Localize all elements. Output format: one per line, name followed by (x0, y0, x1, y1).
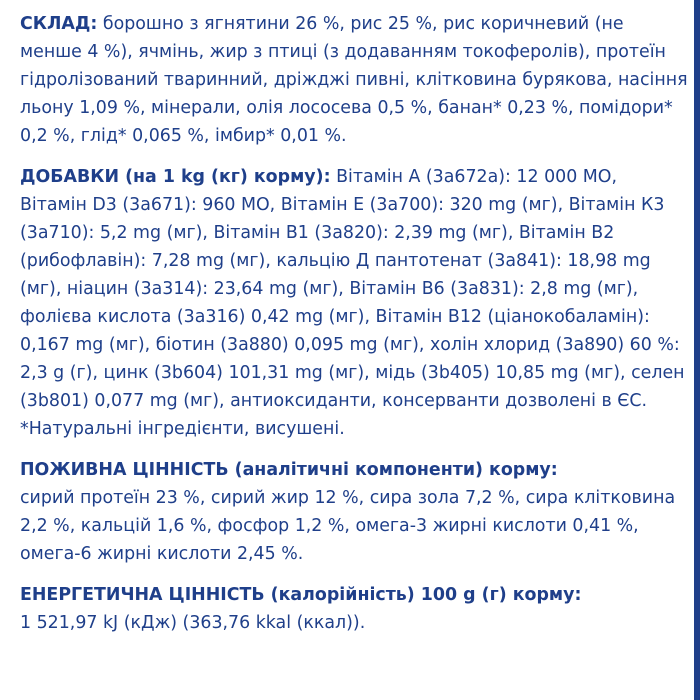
energy-section (20, 581, 688, 637)
additives-heading: ДОБАВКИ (на 1 kg (кг) корму): (20, 167, 331, 187)
energy-heading: ЕНЕРГЕТИЧНА ЦІННІСТЬ (калорійність) 100 g (г) корму: (20, 585, 582, 605)
energy-text: 1 521,97 kJ (кДж) (363,76 kkal (ккал)). (20, 613, 366, 633)
composition-heading: СКЛАД: (20, 14, 98, 34)
nutrition-heading: ПОЖИВНА ЦІННІСТЬ (аналітичні компоненти) корму: (20, 460, 558, 480)
composition-section (20, 10, 688, 150)
additives-section (20, 163, 688, 443)
composition-text: борошно з ягнятини 26 %, рис 25 %, рис коричневий (не менше 4 %), ячмінь, жир з птиці (з додаванням токоферолів), протеїн гідролізований тваринний, дріжджі пивні, клітковина бурякова, насіння льону 1,09 %, мінерали, олія лососева 0,5 %, банан* 0,23 %, помідори* 0,2 %, глід* 0,065 %, імбир* 0,01 %. (20, 14, 688, 146)
additives-footnote: *Натуральні інгредієнти, висушені. (20, 419, 345, 439)
additives-paragraph (20, 163, 688, 415)
label-text (20, 10, 688, 650)
additives-text: Вітамін А (3а672а): 12 000 МО, Вітамін D3 (3а671): 960 МО, Вітамін Е (3а700): 320 mg (мг), Вітамін К3 (3а710): 5,2 mg (мг), Вітамін В1 (3а820): 2,39 mg (мг), Вітамін В2 (рибофлавін): 7,28 mg (мг), кальцію Д пантотенат (3а841): 18,98 mg (мг), ніацин (3а314): 23,64 mg (мг), Вітамін В6 (3а831): 2,8 mg (мг), фолієва кислота (3а316) 0,42 mg (мг), Вітамін В12 (ціанокобаламін): 0,167 mg (мг), біотин (3а880) 0,095 mg (мг), холін хлорид (3а890) 60 %: 2,3 g (г), цинк (3b604) 101,31 mg (мг), мідь (3b405) 10,85 mg (мг), селен (3b801) 0,077 mg (мг), антиоксиданти, консерванти дозволені в ЄС. (20, 167, 685, 411)
nutrition-section (20, 456, 688, 568)
composition-paragraph (20, 10, 688, 150)
nutrition-text: сирий протеїн 23 %, сирий жир 12 %, сира зола 7,2 %, сира клітковина 2,2 %, кальцій 1,6 %, фосфор 1,2 %, омега-3 жирні кислоти 0,41 %, омега-6 жирні кислоти 2,45 %. (20, 488, 676, 564)
